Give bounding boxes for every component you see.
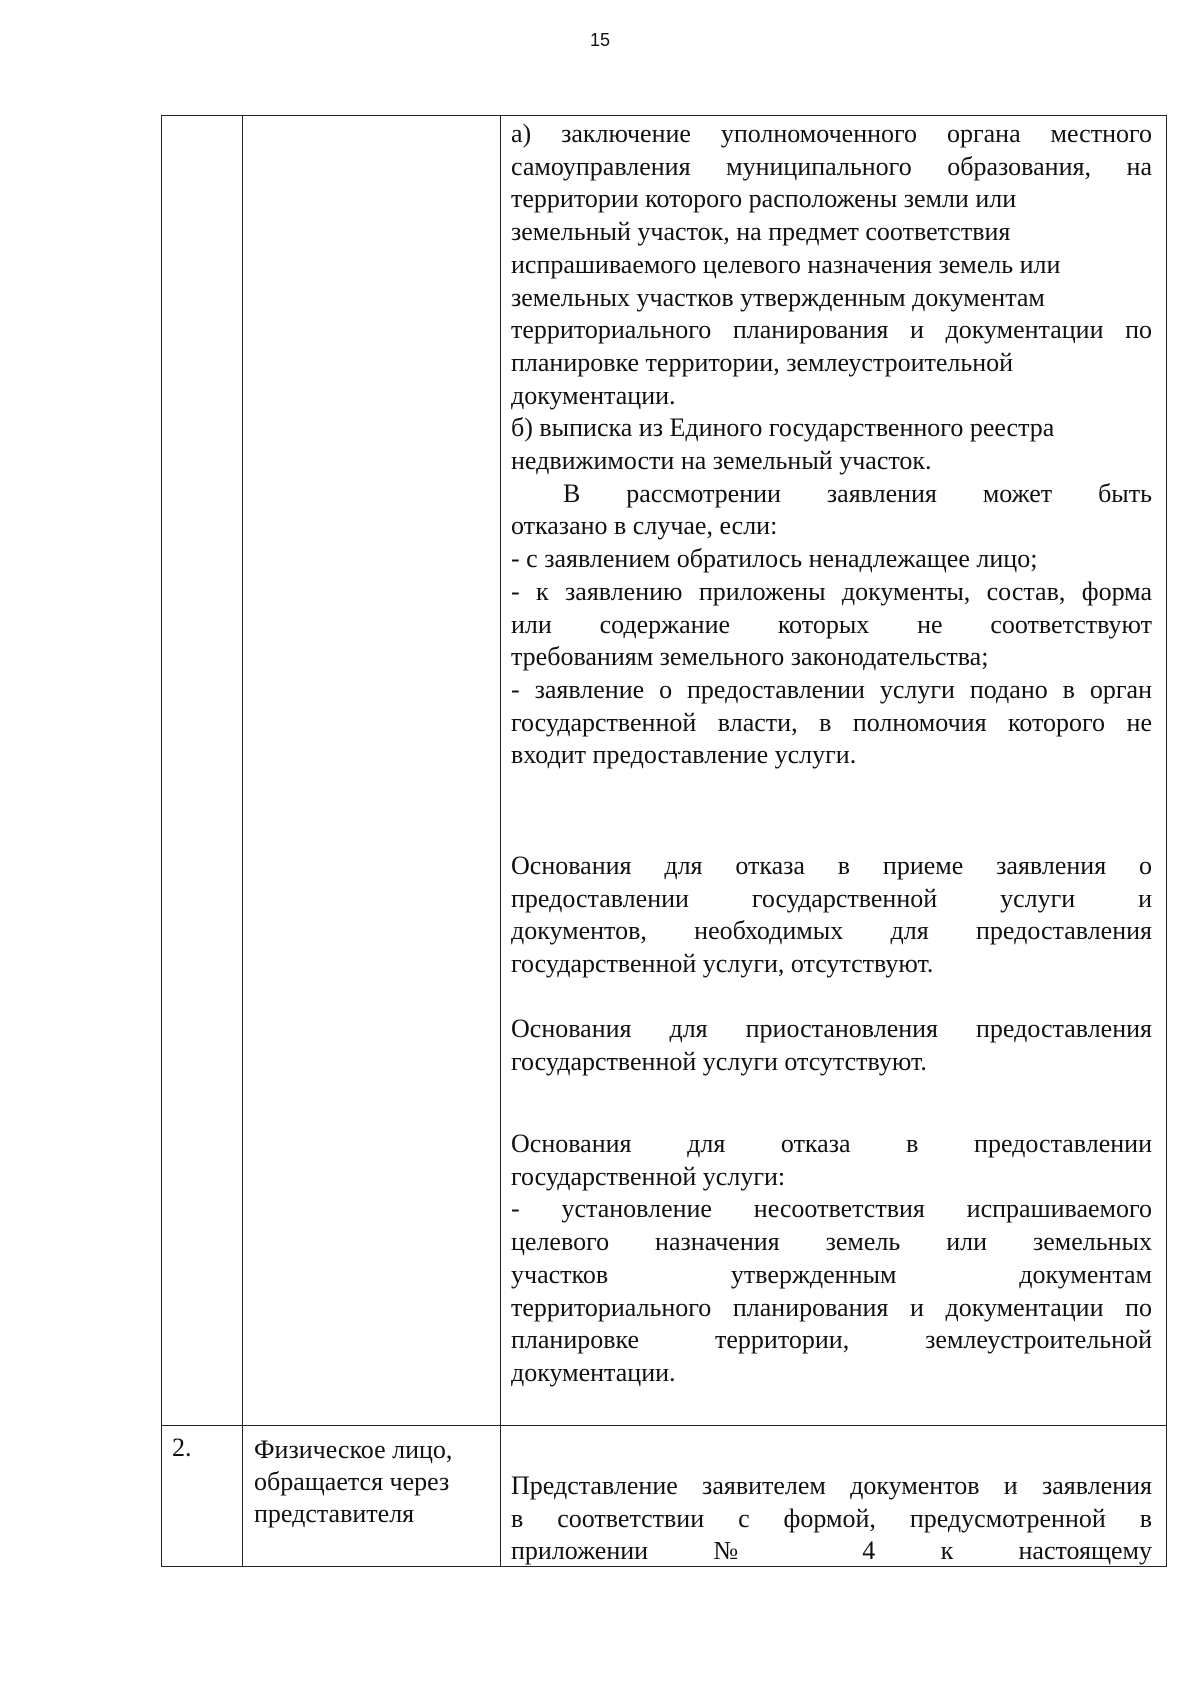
text-line: самоуправления муниципального образования, на: [511, 151, 1152, 181]
text-line: государственной власти, в полномочия которого не: [511, 707, 1152, 737]
text-line: документов, необходимых для предоставления: [511, 916, 1152, 946]
text-line: земельных участков утвержденным документам: [511, 282, 1045, 312]
text-line: в соответствии с формой, предусмотренной в: [511, 1503, 1152, 1533]
row-number: 2.: [172, 1433, 192, 1462]
applicant-cell: Физическое лицо, обращается через представителя: [254, 1435, 453, 1528]
text-line: документации.: [511, 380, 676, 410]
text-line: территории которого расположены земли или: [511, 184, 1017, 214]
documents-list: [511, 118, 1152, 772]
suspension-paragraph: [511, 1013, 1152, 1078]
text-line: испрашиваемого целевого назначения земель или: [511, 249, 1061, 279]
text-line: приложении № 4 к настоящему: [511, 1536, 1152, 1566]
text-line: - заявление о предоставлении услуги подано в орган: [511, 674, 1152, 704]
submission-paragraph: [511, 1470, 1152, 1568]
text-line: - установление несоответствия испрашиваемого: [511, 1194, 1152, 1224]
text-line: б) выписка из Единого государственного реестра: [511, 413, 1055, 443]
text-line: Представление заявителем документов и заявления: [511, 1471, 1152, 1500]
refusal-service-paragraph: [511, 1128, 1152, 1390]
text-line: требованиям земельного законодательства;: [511, 642, 989, 672]
text-line: - к заявлению приложены документы, состав, форма: [511, 576, 1152, 606]
text-line: или содержание которых не соответствуют: [511, 609, 1152, 639]
text-line: Основания для приостановления предоставления: [511, 1014, 1152, 1043]
text-line: государственной услуги отсутствуют.: [511, 1046, 927, 1076]
text-line: территориального планирования и документации по: [511, 1292, 1152, 1322]
text-line: отказано в случае, если:: [511, 511, 778, 541]
text-line: Основания для отказа в приеме заявления о: [511, 851, 1152, 880]
column-divider: [242, 1426, 243, 1566]
text-line: Основания для отказа в предоставлении: [511, 1129, 1152, 1158]
refusal-reception-paragraph: [511, 850, 1152, 981]
table-row: [161, 115, 1167, 1426]
column-divider: [500, 1426, 501, 1566]
text-line: документации.: [511, 1357, 676, 1387]
text-line: а) заключение уполномоченного органа местного: [511, 119, 1152, 148]
text-line: - с заявлением обратилось ненадлежащее лицо;: [511, 544, 1038, 574]
page-number: 15: [589, 30, 611, 50]
text-line: участков утвержденным документам: [511, 1259, 1152, 1289]
text-line: территориального планирования и документации по: [511, 315, 1152, 345]
text-line: государственной услуги, отсутствуют.: [511, 949, 934, 979]
table-row: [161, 1425, 1167, 1567]
text-line: недвижимости на земельный участок.: [511, 446, 932, 476]
text-line: целевого назначения земель или земельных: [511, 1227, 1152, 1257]
text-line: входит предоставление услуги.: [511, 740, 857, 770]
column-divider: [242, 116, 243, 1425]
text-line: планировке территории, землеустроительной: [511, 347, 1014, 377]
text-line: В рассмотрении заявления может быть: [563, 478, 1152, 508]
text-line: земельный участок, на предмет соответствия: [511, 217, 1011, 247]
text-line: государственной услуги:: [511, 1161, 786, 1191]
text-line: предоставлении государственной услуги и: [511, 883, 1152, 913]
column-divider: [500, 116, 501, 1425]
text-line: планировке территории, землеустроительной: [511, 1325, 1152, 1355]
